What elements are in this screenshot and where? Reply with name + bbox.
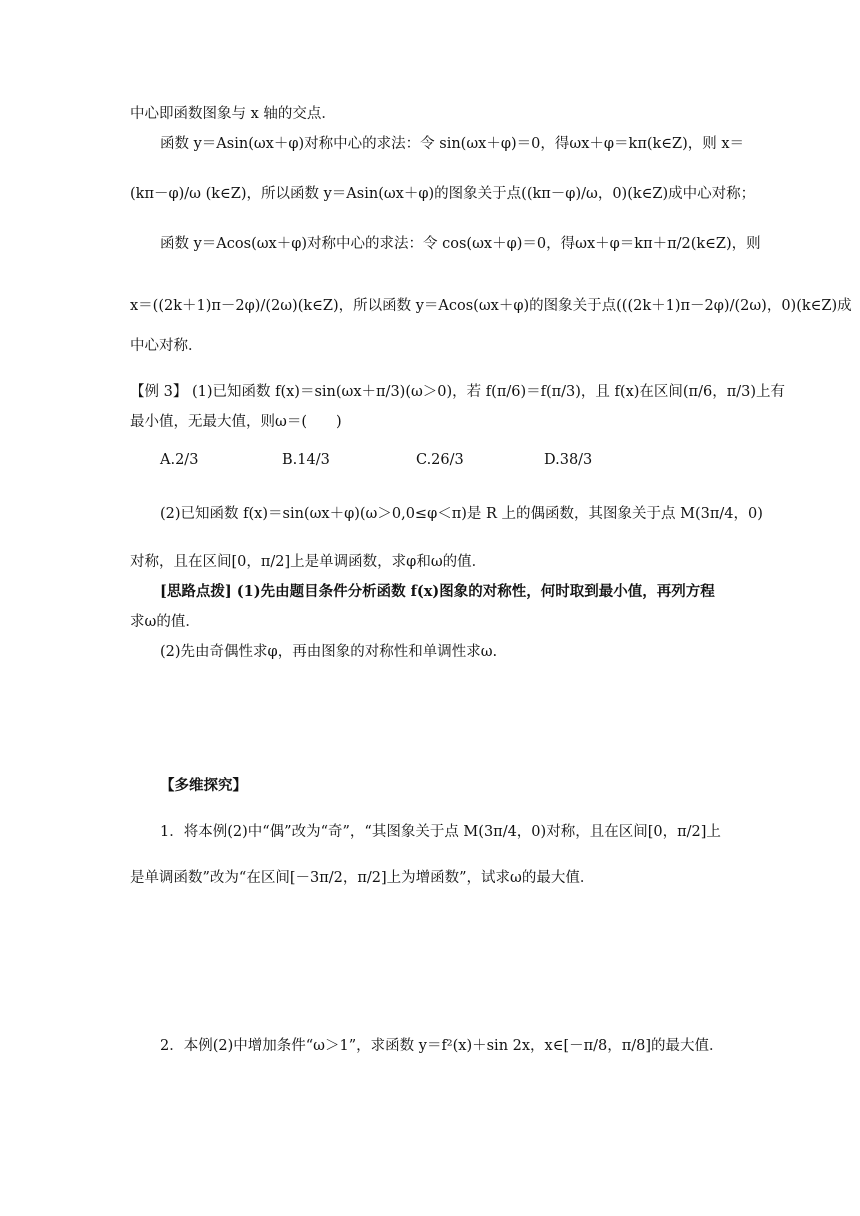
hint-line: [思路点拨] (1)先由题目条件分析函数 f(x)图象的对称性，何时取到最小值，再列方程 bbox=[160, 583, 715, 600]
text-line: 函数 y＝Asin(ωx＋φ)对称中心的求法：令 sin(ωx＋φ)＝0，得ωx＋φ＝kπ(k∈Z)，则 x＝ bbox=[160, 136, 745, 152]
text-line: 函数 y＝Acos(ωx＋φ)对称中心的求法：令 cos(ωx＋φ)＝0，得ωx＋φ＝kπ＋π/2(k∈Z)，则 bbox=[160, 236, 761, 252]
example-heading-line: 【例 3】 (1)已知函数 f(x)＝sin(ωx＋π/3)(ω＞0)，若 f(π/6)＝f(π/3)，且 f(x)在区间(π/6，π/3)上有 bbox=[130, 384, 785, 400]
text-line: 中心即函数图象与 x 轴的交点． bbox=[130, 106, 336, 122]
text-line: 对称，且在区间[0，π/2]上是单调函数，求φ和ω的值． bbox=[130, 554, 487, 570]
option-d: D.38/3 bbox=[544, 452, 593, 468]
text-line: 1．将本例(2)中“偶”改为“奇”，“其图象关于点 M(3π/4，0)对称，且在区间[0，π/2]上 bbox=[160, 824, 721, 840]
text-line: 中心对称． bbox=[130, 338, 203, 354]
section-heading: 【多维探究】 bbox=[160, 777, 247, 794]
text-line: 是单调函数”改为“在区间[－3π/2，π/2]上为增函数”，试求ω的最大值． bbox=[130, 870, 595, 886]
text-line: 2．本例(2)中增加条件“ω＞1”，求函数 y＝f²(x)＋sin 2x，x∈[－π/8，π/8]的最大值． bbox=[160, 1038, 724, 1054]
text-line: (2)已知函数 f(x)＝sin(ωx＋φ)(ω＞0,0≤φ＜π)是 R 上的偶函数，其图象关于点 M(3π/4，0) bbox=[160, 506, 763, 522]
option-b: B.14/3 bbox=[282, 452, 330, 468]
text-line: (kπ－φ)/ω (k∈Z)，所以函数 y＝Asin(ωx＋φ)的图象关于点((kπ－φ)/ω，0)(k∈Z)成中心对称； bbox=[130, 186, 756, 202]
option-a: A.2/3 bbox=[160, 452, 199, 468]
text-line: 求ω的值． bbox=[130, 614, 200, 630]
text-line: x＝((2k＋1)π－2φ)/(2ω)(k∈Z)，所以函数 y＝Acos(ωx＋φ)的图象关于点(((2k＋1)π－2φ)/(2ω)，0)(k∈Z)成 bbox=[130, 298, 852, 314]
text-line: (2)先由奇偶性求φ，再由图象的对称性和单调性求ω. bbox=[160, 644, 498, 660]
option-c: C.26/3 bbox=[416, 452, 464, 468]
text-line: 最小值，无最大值，则ω＝( ) bbox=[130, 414, 342, 430]
